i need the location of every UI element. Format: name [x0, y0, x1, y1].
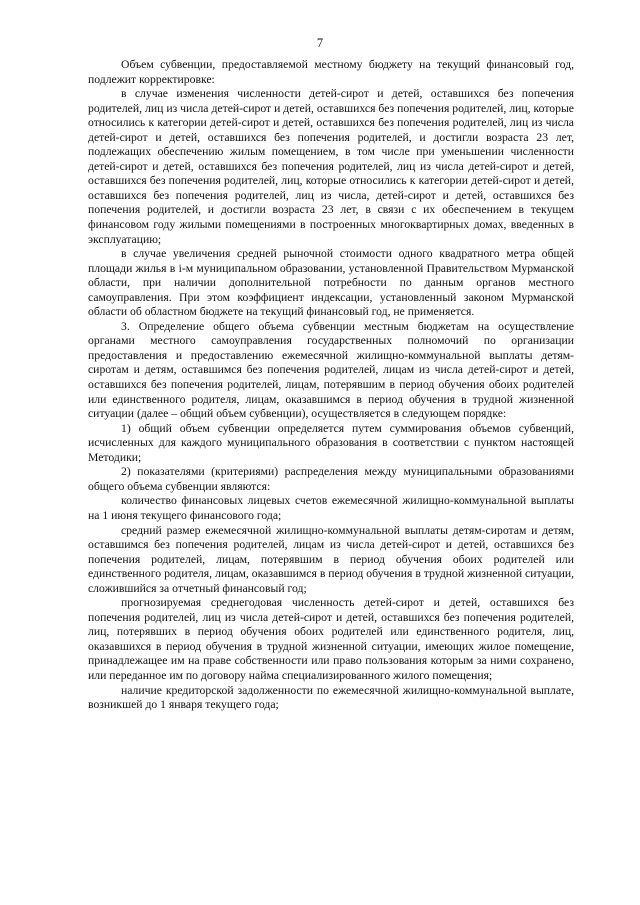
page-number: 7 [316, 36, 324, 50]
paragraph-average-payment: средний размер ежемесячной жилищно-коммунальной выплаты детям-сиротам и детям, оставшимся без попечения родителей, лицам из числа детей-сирот и детей, оставшихся без попечения родителей, лицам, потерявшим в период обучения обоих родителей или единственного родителя, лицам, оказавшимся в период обучения в трудной жизненной ситуации, сложившийся за отчетный финансовый год; [88, 523, 574, 595]
paragraph-price-increase: в случае увеличения средней рыночной стоимости одного квадратного метра общей площади жилья в i-м муниципальном образовании, установленной Правительством Мурманской области, при наличии дополнительной потребности по данным органов местного самоуправления. При этом коэффициент индексации, установленный законом Мурманской области об областном бюджете на текущий финансовый год, не применяется. [88, 247, 574, 319]
paragraph-accounts-count: количество финансовых лицевых счетов ежемесячной жилищно-коммунальной выплаты на 1 июня текущего финансового года; [88, 494, 574, 522]
paragraph-forecast-population: прогнозируемая среднегодовая численность детей-сирот и детей, оставшихся без попечения родителей, лиц из числа детей-сирот и детей, оставшихся без попечения родителей, лиц, потерявших в период обучения обоих родителей или единственного родителя, лиц, оказавшихся в период обучения в трудной жизненной ситуации, имеющих жилое помещение, принадлежащее им на праве собственности или право пользования которым за ними сохранено, или переданное им по договору найма специализированного жилого помещения; [88, 596, 574, 682]
paragraph-population-change: в случае изменения численности детей-сирот и детей, оставшихся без попечения родителей, лиц из числа детей-сирот и детей, оставшихся без попечения родителей, лиц, которые относились к категории детей-сирот и детей, оставшихся без попечения родителей, лиц из числа детей-сирот и детей, оставшихся без попечения родителей, и достигли возраста 23 лет, подлежащих обеспечению жилым помещением, в том числе при уменьшении численности детей-сирот и детей, оставшихся без попечения родителей, лиц из числа детей-сирот и детей, оставшихся без попечения родителей, лиц, которые относились к категории детей-сирот и детей, оставшихся без попечения родителей, лиц из числа, детей-сирот и детей, оставшихся без попечения родителей, и достигли возраста 23 лет, в связи с их обеспечением в текущем финансовом году жилыми помещениями в построенных многоквартирных домах, введенных в эксплуатацию; [88, 87, 574, 246]
paragraph-item-1: 1) общий объем субвенции определяется путем суммирования объемов субвенций, исчисленных для каждого муниципального образования в соответствии с пунктом настоящей Методики; [88, 421, 574, 464]
paragraph-item-2: 2) показателями (критериями) распределения между муниципальными образованиями общего объема субвенции являются: [88, 465, 574, 493]
paragraph-adjustment-intro: Объем субвенции, предоставляемой местному бюджету на текущий финансовый год, подлежит корректировке: [88, 58, 574, 86]
document-body [88, 58, 574, 713]
paragraph-section-3: 3. Определение общего объема субвенции местным бюджетам на осуществление органами местного самоуправления государственных полномочий по организации предоставления и предоставлению ежемесячной жилищно-коммунальной выплаты детям-сиротам и детям, оставшимся без попечения родителей, лицам из числа детей-сирот и детей, оставшихся без попечения родителей, лицам, потерявшим в период обучения обоих родителей или единственного родителя, лицам, оказавшимся в период обучения в трудной жизненной ситуации (далее – общий объем субвенции), осуществляется в следующем порядке: [88, 319, 574, 421]
paragraph-debt: наличие кредиторской задолженности по ежемесячной жилищно-коммунальной выплате, возникшей до 1 января текущего года; [88, 683, 574, 712]
